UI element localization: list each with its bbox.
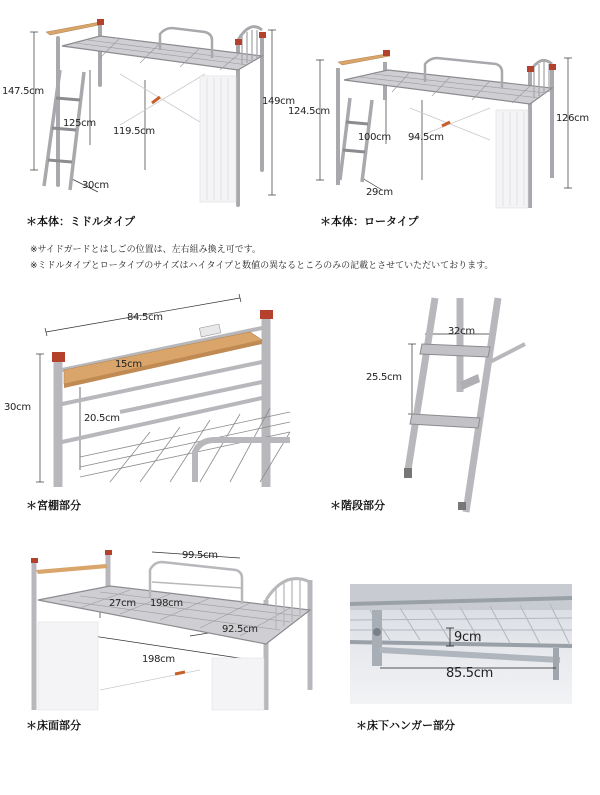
asterisk-icon: ＊ [26,499,37,512]
shelf-figure [0,292,300,492]
note-line-2: ※ミドルタイプとロータイプのサイズはハイタイプと数値の異なるところのみの記載とさせていただいております。 [30,261,494,271]
low-width-inner: 94.5cm [408,132,444,143]
floor-length-2: 198cm [142,654,175,665]
shelf-width: 84.5cm [127,312,163,323]
ladder-width: 32cm [448,326,475,337]
shelf-depth: 15cm [115,359,142,370]
middle-type-caption: ＊本体：ミドルタイプ [26,215,136,228]
hanger-photo [350,584,572,704]
ladder-caption: ＊階段部分 [330,499,385,512]
asterisk-icon: ＊ [356,719,367,732]
low-height-right: 126cm [556,113,589,124]
floor-figure [0,540,320,710]
middle-depth: 30cm [82,180,109,191]
asterisk-icon: ＊ [330,499,341,512]
floor-length: 198cm [150,598,183,609]
middle-width: 125cm [63,118,96,129]
ladder-figure [300,292,600,502]
low-depth: 29cm [366,187,393,198]
asterisk-icon: ＊ [320,215,331,228]
low-height-left: 124.5cm [288,106,330,117]
floor-width: 92.5cm [222,624,258,635]
low-width: 100cm [358,132,391,143]
middle-type-figure [0,10,300,210]
middle-width-inner: 119.5cm [113,126,155,137]
note-line-1: ※サイドガードとはしごの位置は、左右組み換え可です。 [30,245,261,255]
hanger-caption: ＊床下ハンガー部分 [356,719,455,732]
ladder-step-spacing: 25.5cm [366,372,402,383]
hanger-width: 85.5cm [446,666,493,681]
shelf-caption: ＊宮棚部分 [26,499,81,512]
asterisk-icon: ＊ [26,215,37,228]
asterisk-icon: ＊ [26,719,37,732]
floor-caption: ＊床面部分 [26,719,81,732]
shelf-height: 30cm [4,402,31,413]
shelf-inner-height: 20.5cm [84,413,120,424]
low-type-caption: ＊本体：ロータイプ [320,215,419,228]
middle-height-left: 147.5cm [2,86,44,97]
floor-guard-width: 99.5cm [182,550,218,561]
floor-gap: 27cm [109,598,136,609]
low-type-figure [288,40,600,210]
hanger-height: 9cm [454,630,482,645]
middle-height-right: 149cm [262,96,295,107]
